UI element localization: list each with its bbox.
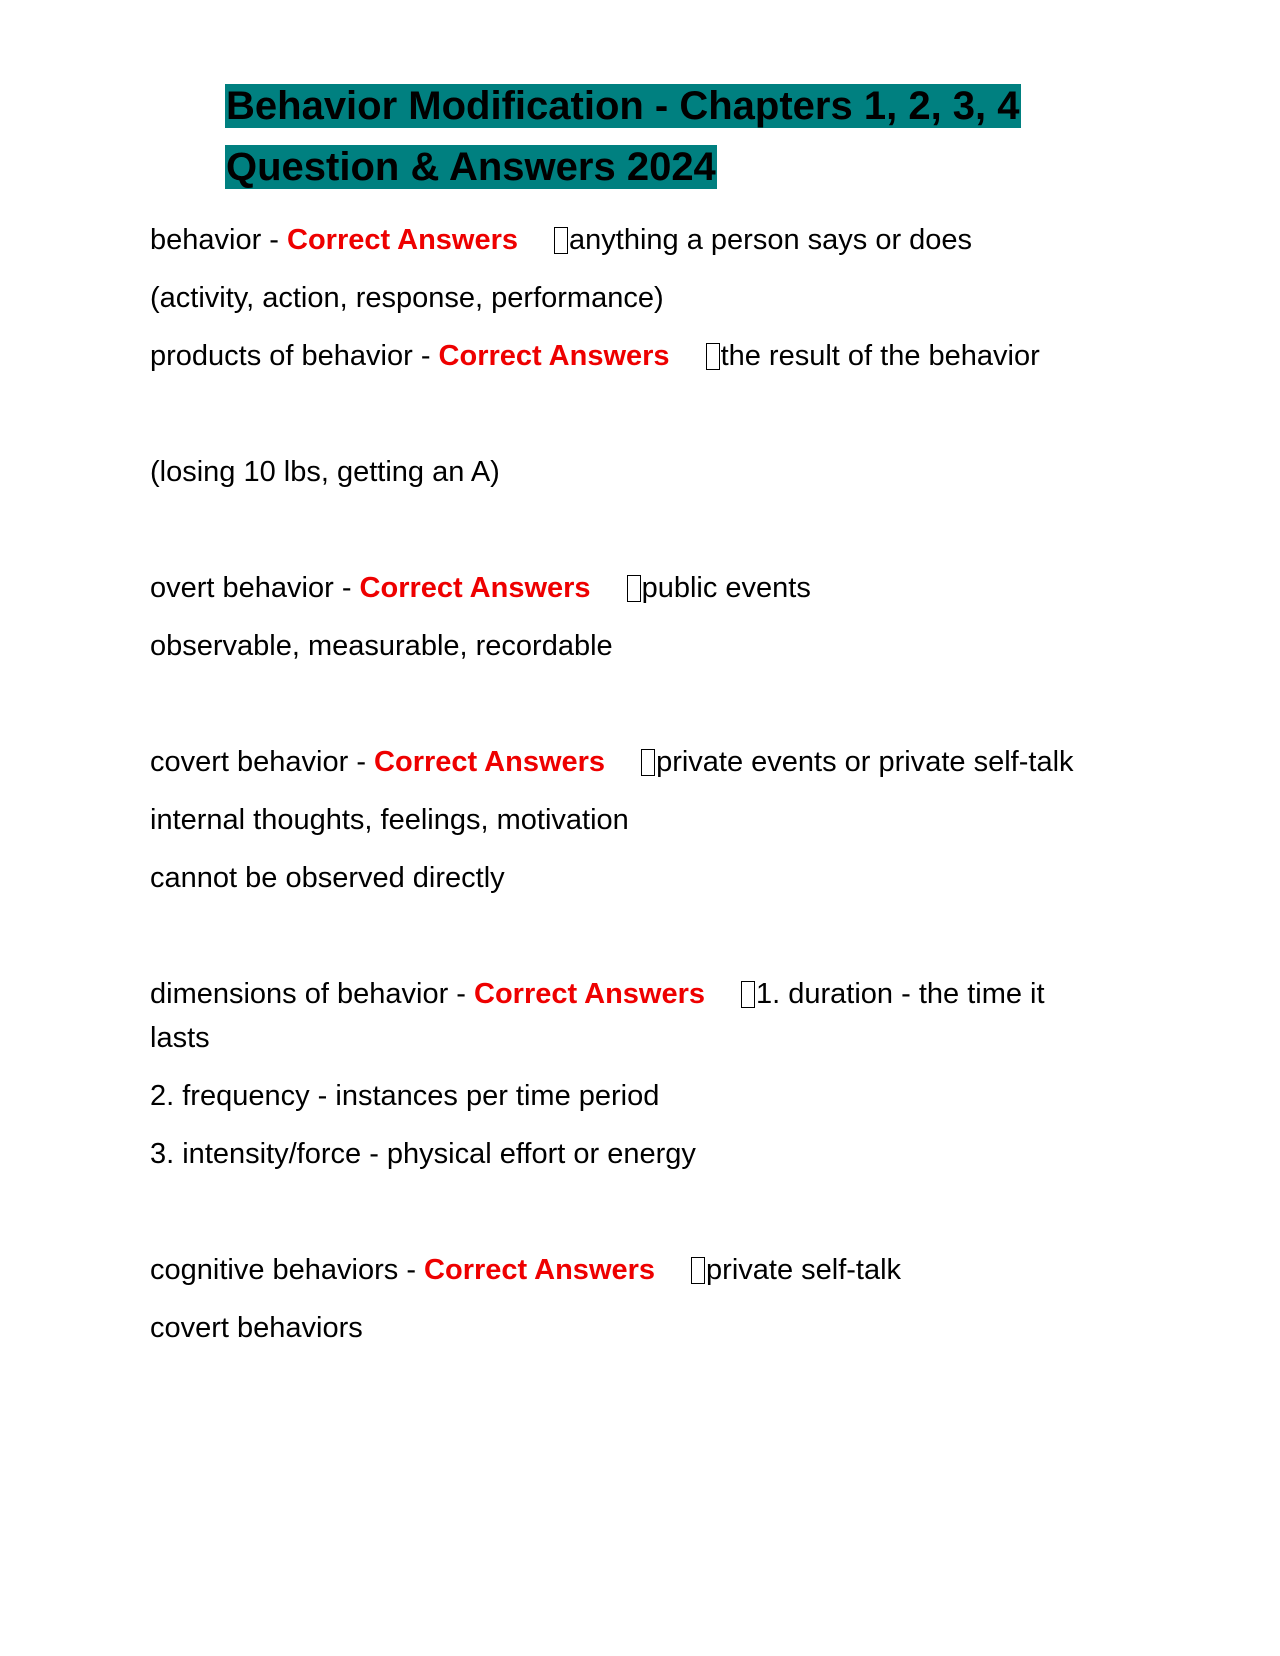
correct-answers-label: Correct Answers bbox=[424, 1254, 656, 1286]
blank-line bbox=[150, 914, 1140, 958]
qa-entry-dimensions-of-behavior bbox=[150, 914, 1140, 1176]
missing-glyph-icon bbox=[741, 981, 755, 1008]
missing-glyph-icon bbox=[641, 749, 655, 776]
qa-question-line bbox=[150, 218, 1140, 262]
correct-answers-label: Correct Answers bbox=[474, 978, 706, 1010]
missing-glyph-icon bbox=[691, 1257, 705, 1284]
term-text: products of behavior - bbox=[150, 340, 439, 372]
answer-text: private self-talk bbox=[706, 1254, 902, 1286]
qa-question-line bbox=[150, 1248, 1140, 1292]
missing-glyph-icon bbox=[554, 227, 568, 254]
answer-detail-line: 2. frequency - instances per time period bbox=[150, 1080, 660, 1112]
qa-entry-cognitive-behaviors bbox=[150, 1190, 1140, 1350]
qa-question-line bbox=[150, 566, 1140, 610]
blank-line bbox=[150, 508, 1140, 552]
document-title bbox=[225, 76, 1105, 198]
qa-content bbox=[150, 218, 1140, 1350]
qa-question-line bbox=[150, 334, 1140, 378]
answer-detail-line: cannot be observed directly bbox=[150, 862, 505, 894]
term-text: cognitive behaviors - bbox=[150, 1254, 425, 1286]
blank-line bbox=[150, 392, 1140, 436]
answer-text: 1. duration - the time it lasts bbox=[150, 978, 1045, 1054]
term-text: dimensions of behavior - bbox=[150, 978, 474, 1010]
answer-text: the result of the behavior bbox=[720, 340, 1040, 372]
missing-glyph-icon bbox=[706, 343, 720, 370]
qa-question-line bbox=[150, 972, 1110, 1060]
blank-line bbox=[150, 682, 1140, 726]
title-line-1: Behavior Modification - Chapters 1, 2, 3, 4 bbox=[226, 84, 1020, 128]
answer-detail-line: internal thoughts, feelings, motivation bbox=[150, 804, 629, 836]
qa-question-line bbox=[150, 740, 1140, 784]
term-text: overt behavior - bbox=[150, 572, 360, 604]
answer-detail-line: (losing 10 lbs, getting an A) bbox=[150, 456, 500, 488]
qa-entry-behavior bbox=[150, 218, 1140, 320]
answer-text: private events or private self-talk bbox=[656, 746, 1074, 778]
answer-text: public events bbox=[641, 572, 811, 604]
correct-answers-label: Correct Answers bbox=[359, 572, 591, 604]
answer-detail-line: 3. intensity/force - physical effort or energy bbox=[150, 1138, 696, 1170]
answer-detail-line: covert behaviors bbox=[150, 1312, 363, 1344]
qa-entry-overt-behavior bbox=[150, 508, 1140, 668]
correct-answers-label: Correct Answers bbox=[374, 746, 606, 778]
missing-glyph-icon bbox=[627, 575, 641, 602]
answer-detail-line: observable, measurable, recordable bbox=[150, 630, 613, 662]
term-text: covert behavior - bbox=[150, 746, 375, 778]
answer-text: anything a person says or does bbox=[569, 224, 973, 256]
answer-detail-line: (activity, action, response, performance) bbox=[150, 282, 664, 314]
correct-answers-label: Correct Answers bbox=[438, 340, 670, 372]
title-line-2: Question & Answers 2024 bbox=[226, 145, 716, 189]
blank-line bbox=[150, 1190, 1140, 1234]
qa-entry-products-of-behavior bbox=[150, 334, 1140, 494]
term-text: behavior - bbox=[150, 224, 288, 256]
correct-answers-label: Correct Answers bbox=[287, 224, 519, 256]
qa-entry-covert-behavior bbox=[150, 682, 1140, 900]
